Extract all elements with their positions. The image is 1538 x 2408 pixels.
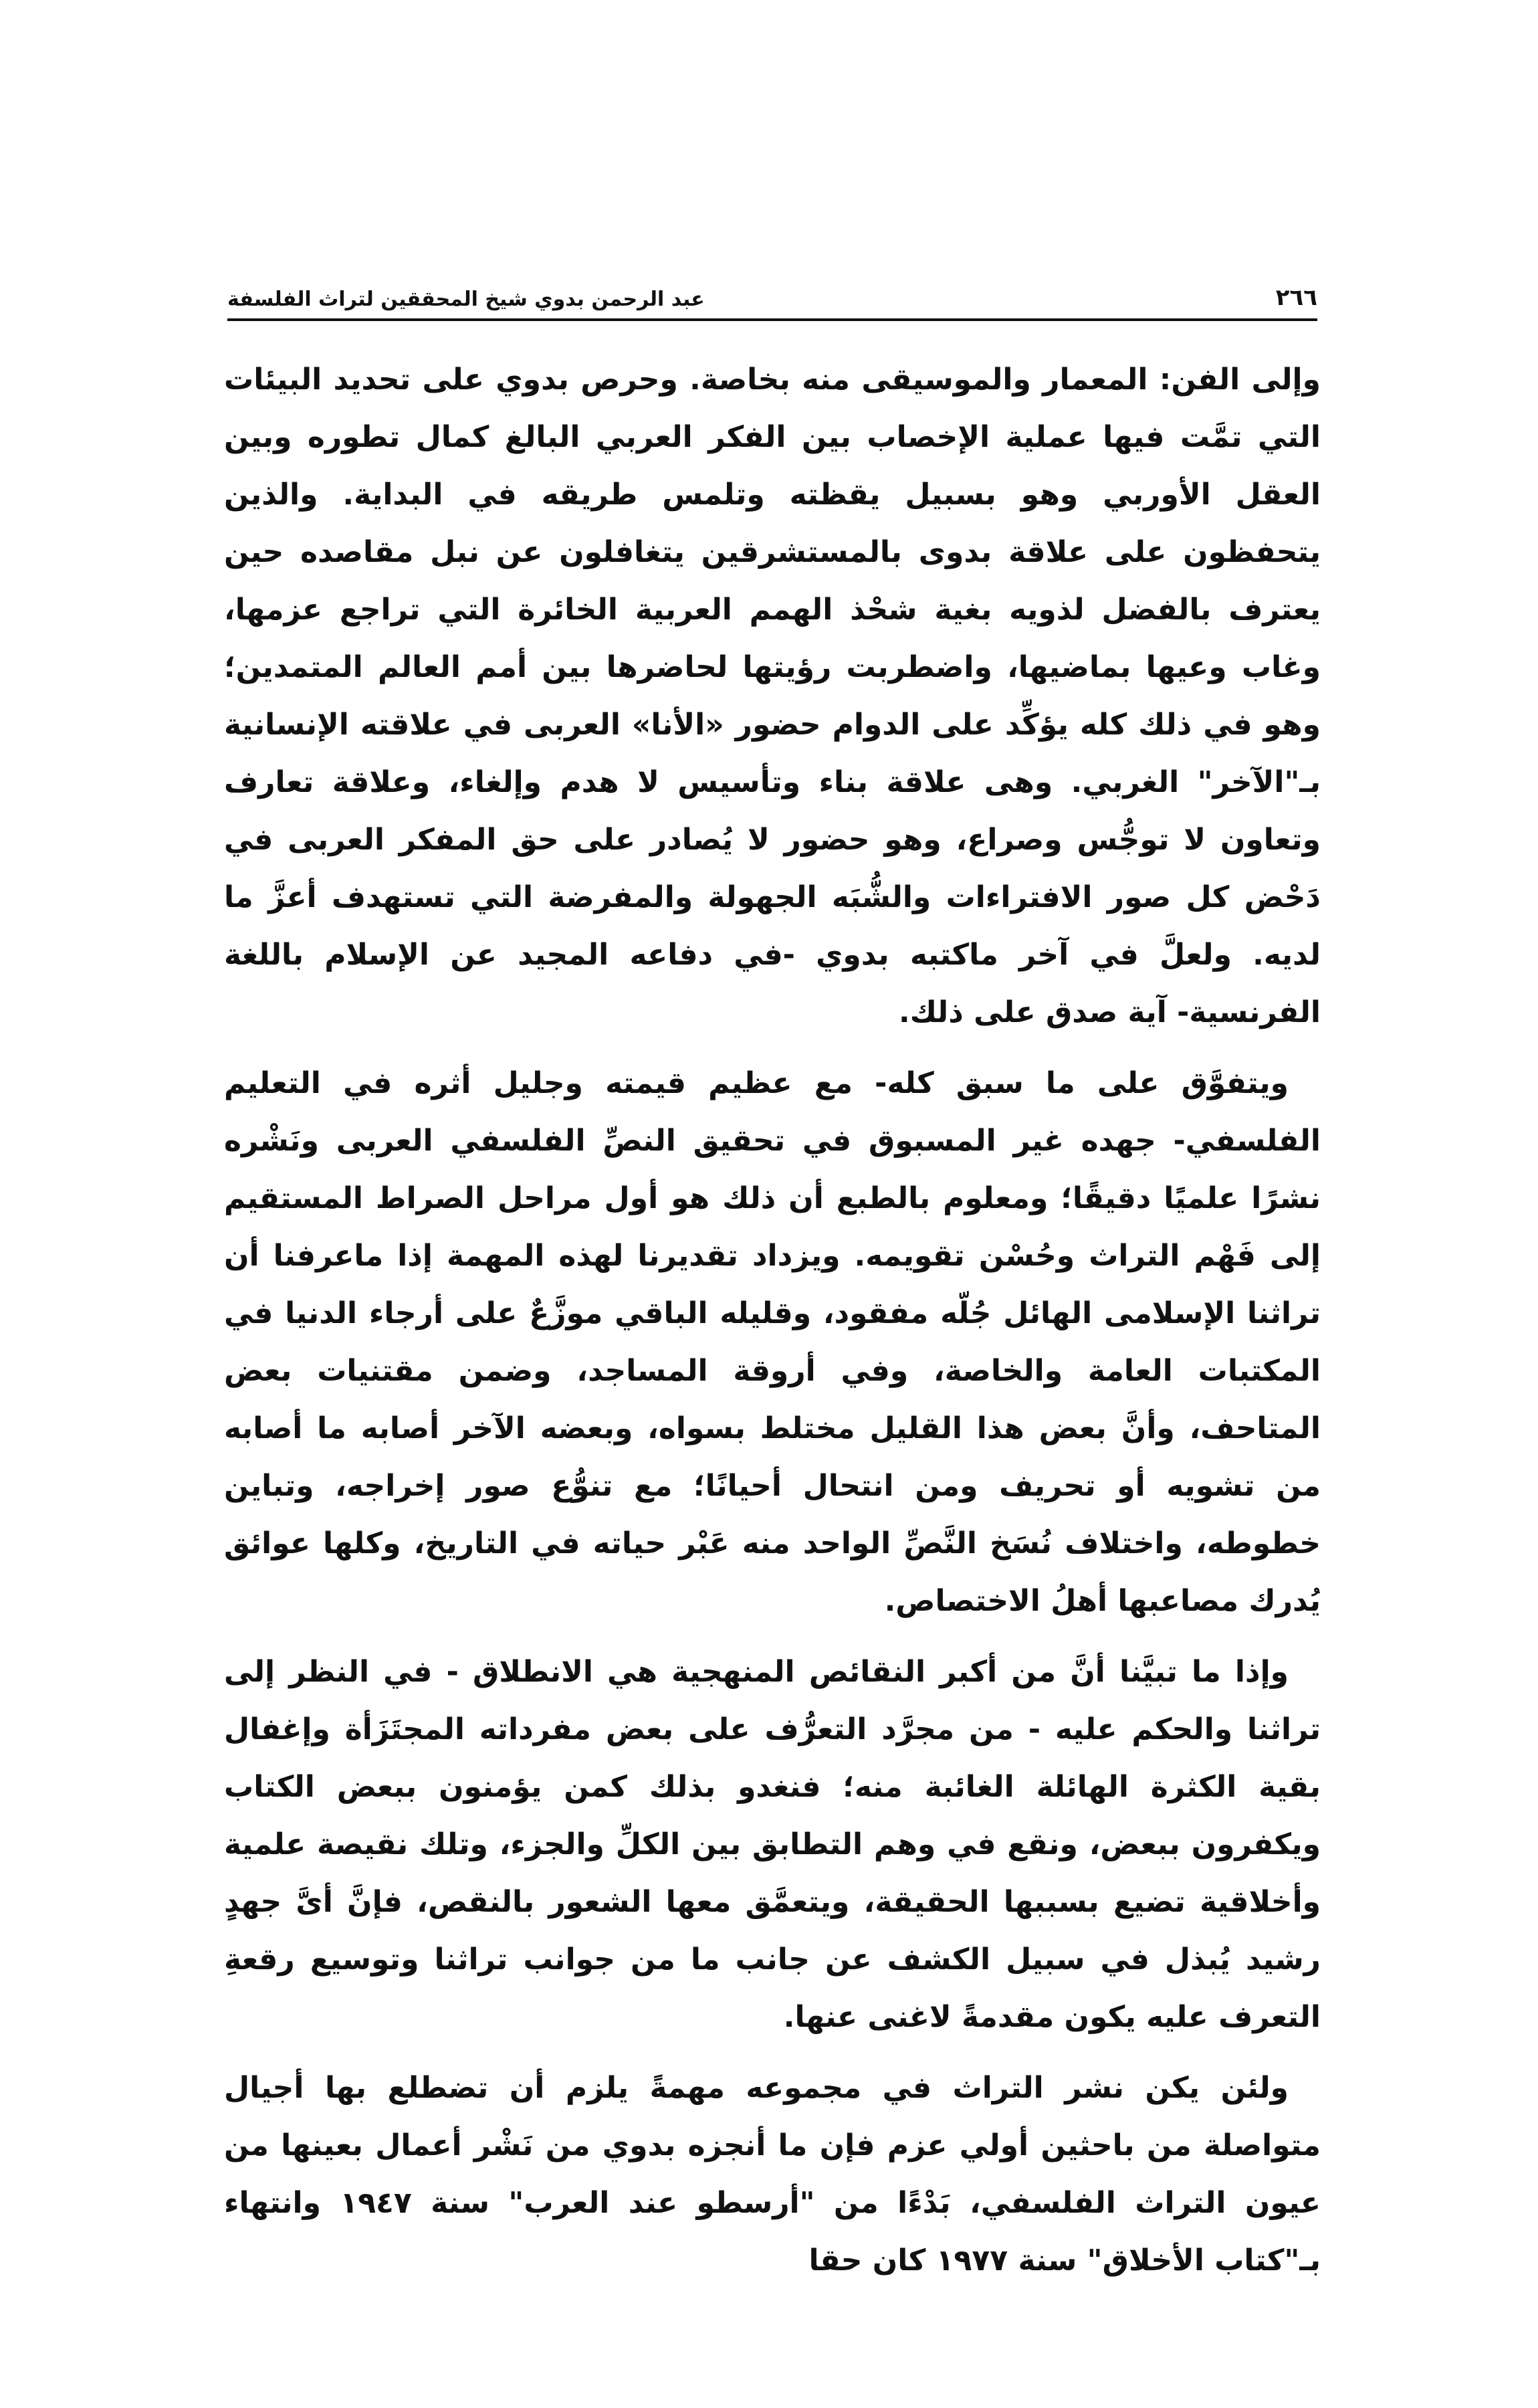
header-rule [227,318,1317,321]
running-header [227,271,1317,311]
paragraph: ولئن يكن نشر التراث في مجموعه مهمةً يلزم أن تضطلع بها أجيال متواصلة من باحثين أولي عزم فإن ما أنجزه بدوي من نَشْر أعمال بعينها من عيون التراث الفلسفي، بَدْءًا من "أرسطو عند العرب" سنة ١٩٤٧ وانتهاء بـ"كتاب الأخلاق" سنة ١٩٧٧ كان حقا [224,2071,1321,2278]
paragraph: ويتفوَّق على ما سبق كله- مع عظيم قيمته وجليل أثره في التعليم الفلسفي- جهده غير المسبوق في تحقيق النصِّ الفلسفي العربى ونَشْره نشرًا علميًا دقيقًا؛ ومعلوم بالطبع أن ذلك هو أول مراحل الصراط المستقيم إلى فَهْم التراث وحُسْن تقويمه. ويزداد تقديرنا لهذه المهمة إذا ماعرفنا أن تراثنا الإسلامى الهائل جُلّه مفقود، وقليله الباقي موزَّعٌ على أرجاء الدنيا في المكتبات العامة والخاصة، وفي أروقة المساجد، وضمن مقتنيات بعض المتاحف، وأنَّ بعض هذا القليل مختلط بسواه، وبعضه الآخر أصابه ما أصابه من تشويه أو تحريف ومن انتحال أحيانًا؛ مع تنوُّع صور إخراجه، وتباين خطوطه، واختلاف نُسَخ النَّصِّ الواحد منه عَبْر حياته في التاريخ، وكلها عوائق يُدرك مصاعبها أهلُ الاختصاص. [224,1066,1321,1618]
paragraph: وإذا ما تبيَّنا أنَّ من أكبر النقائص المنهجية هي الانطلاق - في النظر إلى تراثنا والحكم عليه - من مجرَّد التعرُّف على بعض مفرداته المجتَزَأة وإغفال بقية الكثرة الهائلة الغائبة منه؛ فنغدو بذلك كمن يؤمنون ببعض الكتاب ويكفرون ببعض، ونقع في وهم التطابق بين الكلِّ والجزء، وتلك نقيصة علمية وأخلاقية تضيع بسببها الحقيقة، ويتعمَّق معها الشعور بالنقص، فإنَّ أىَّ جهدٍ رشيد يُبذل في سبيل الكشف عن جانب ما من جوانب تراثنا وتوسيع رقعةِ التعرف عليه يكون مقدمةً لاغنى عنها. [224,1655,1321,2034]
page-number: ٢٦٦ [1275,284,1317,311]
running-title: عبد الرحمن بدوي شيخ المحققين لتراث الفلسفة [227,288,705,311]
paragraph: وإلى الفن: المعمار والموسيقى منه بخاصة. وحرص بدوي على تحديد البيئات التي تمَّت فيها عملية الإخصاب بين الفكر العربي البالغ كمال تطوره وبين العقل الأوربي وهو بسبيل يقظته وتلمس طريقه في البداية. والذين يتحفظون على علاقة بدوى بالمستشرقين يتغافلون عن نبل مقاصده حين يعترف بالفضل لذويه بغية شحْذ الهمم العربية الخائرة التي تراجع عزمها، وغاب وعيها بماضيها، واضطربت رؤيتها لحاضرها بين أمم العالم المتمدين؛ وهو في ذلك كله يؤكِّد على الدوام حضور «الأنا» العربى في علاقته الإنسانية بـ"الآخر" الغربي. وهى علاقة بناء وتأسيس لا هدم وإلغاء، وعلاقة تعارف وتعاون لا توجُّس وصراع، وهو حضور لا يُصادر على حق المفكر العربى في دَحْض كل صور الافتراءات والشُّبَه الجهولة والمفرضة التي تستهدف أعزَّ ما لديه. ولعلَّ في آخر ماكتبه بدوي -في دفاعه المجيد عن الإسلام باللغة الفرنسية- آية صدق على ذلك. [224,363,1321,1029]
body-text [224,351,1321,2303]
